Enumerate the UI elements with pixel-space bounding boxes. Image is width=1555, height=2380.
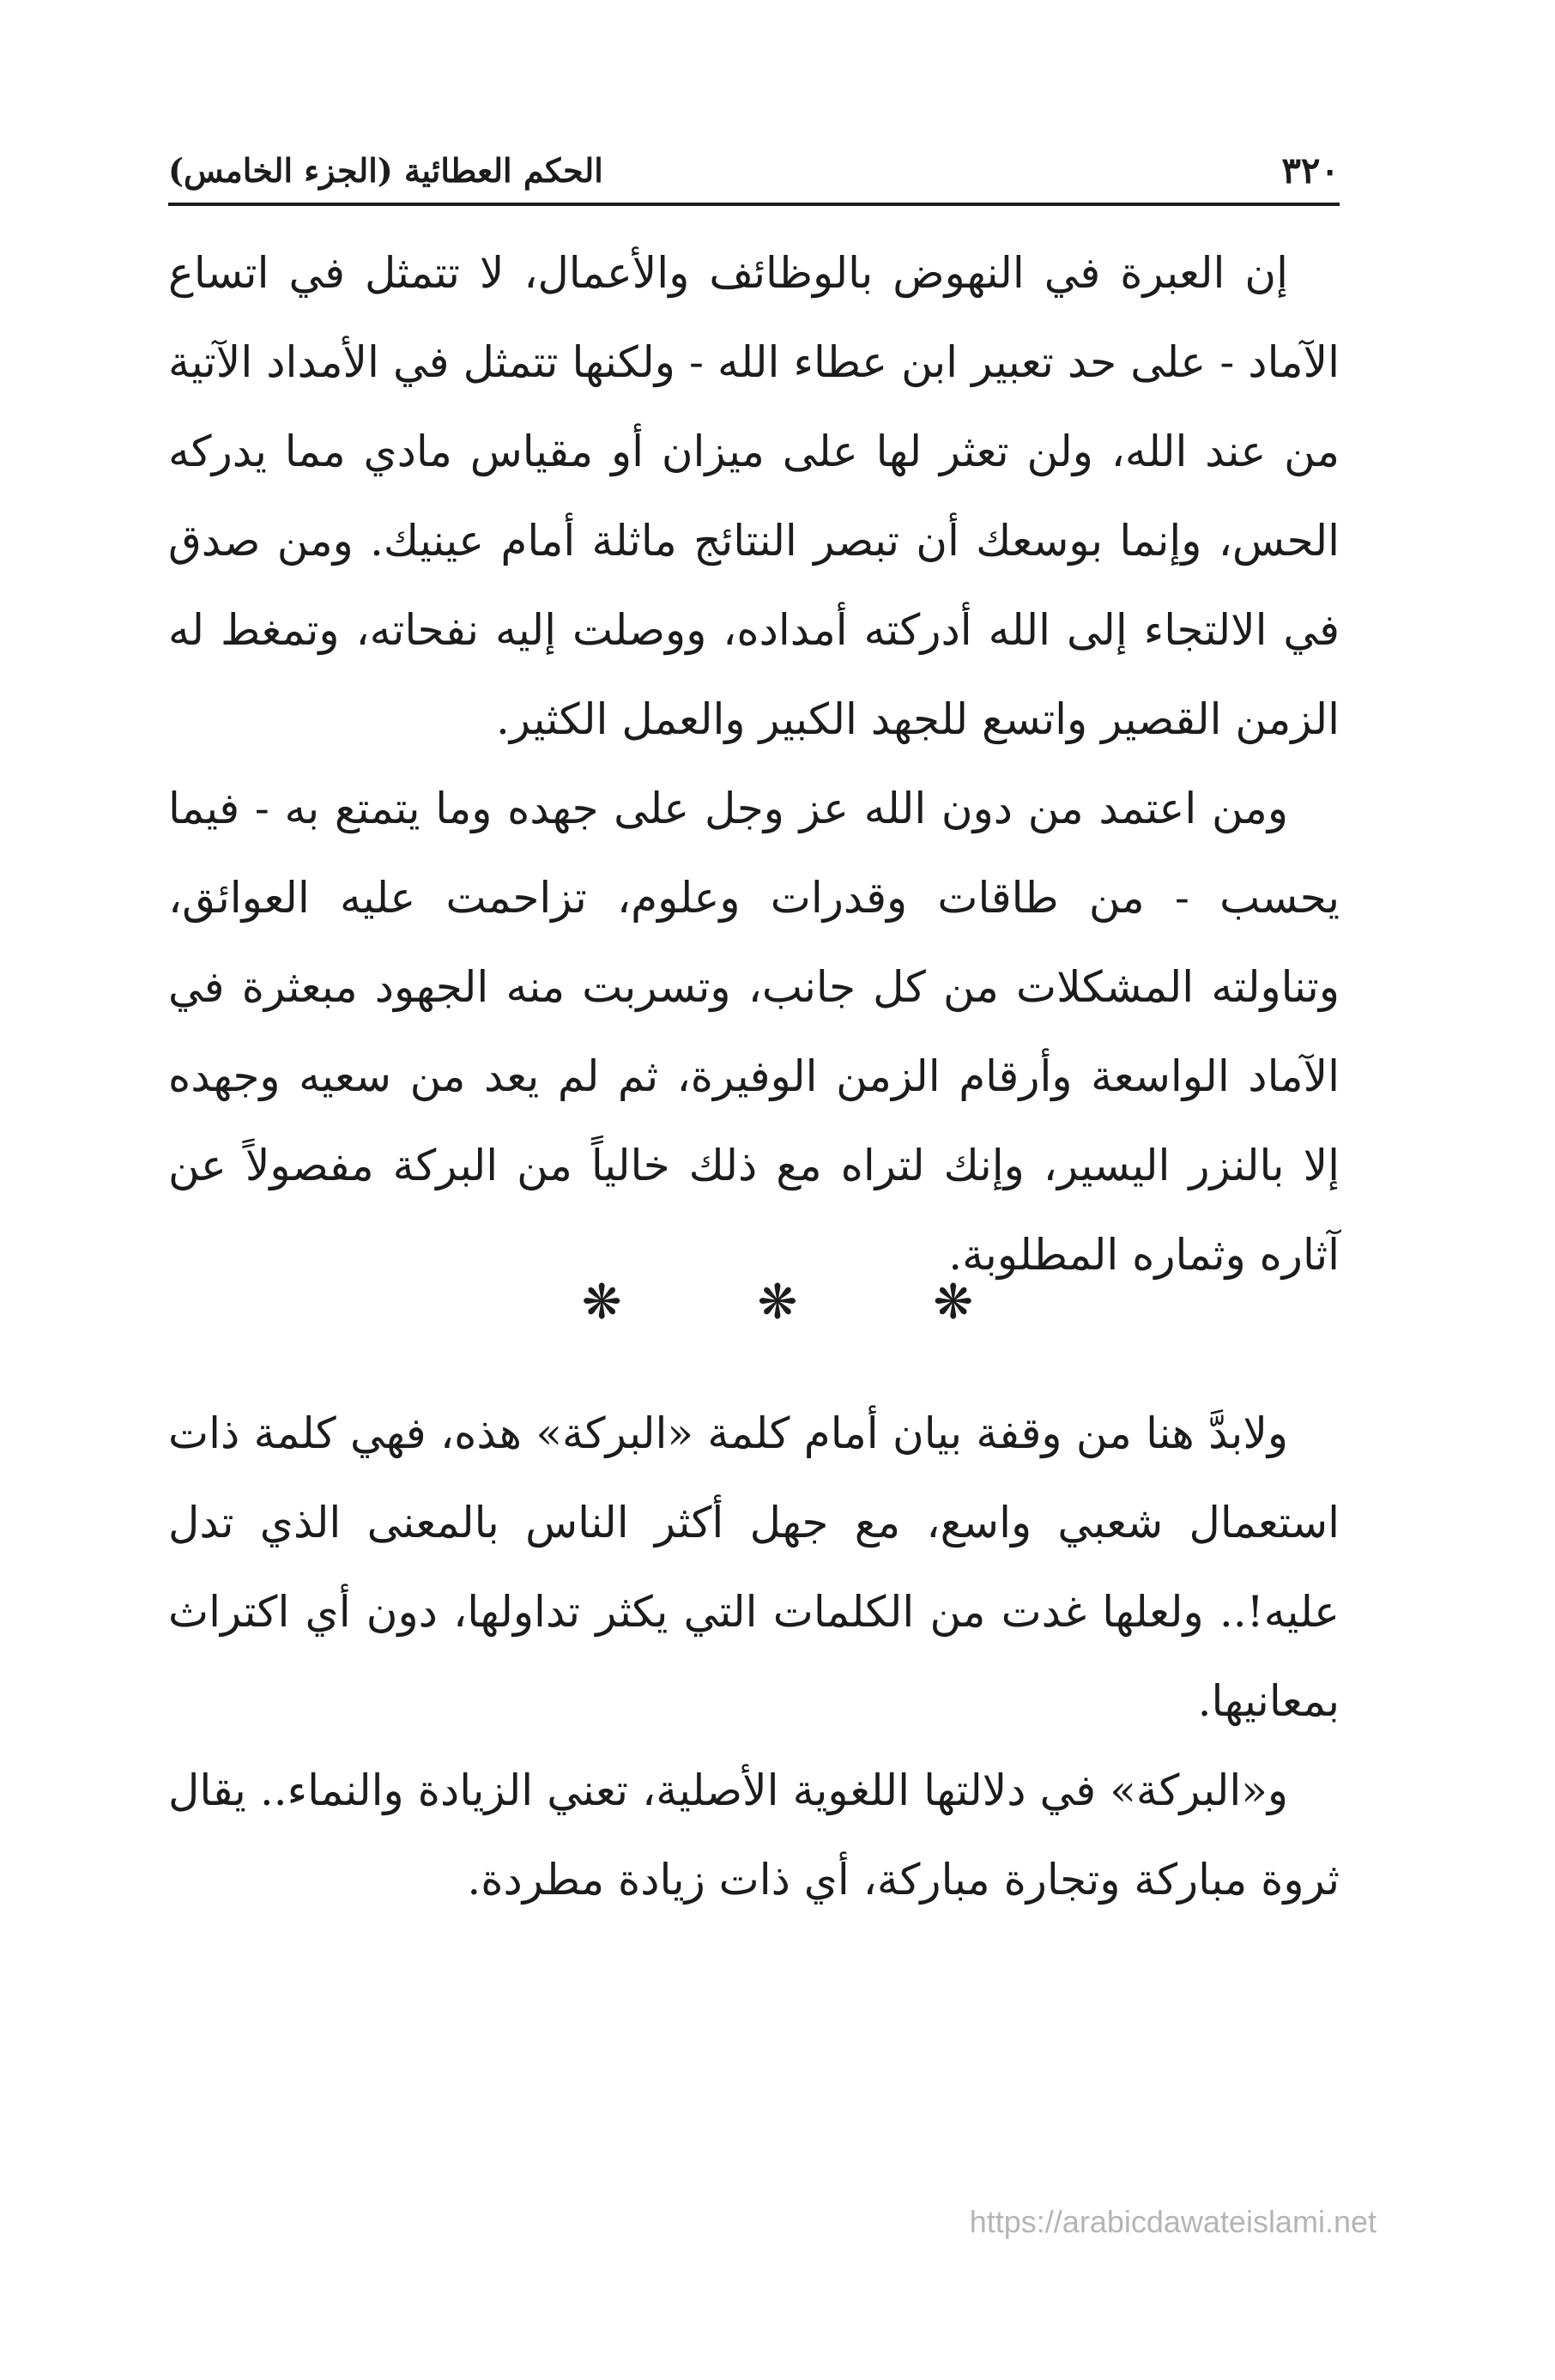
text-block-after-divider (168, 1389, 1340, 1924)
paragraph: إن العبرة في النهوض بالوظائف والأعمال، لا تتمثل في اتساع الآماد - على حد تعبير ابن عطاء الله - ولكنها تتمثل في الأمداد الآتية من عند الله، ولن تعثر لها على ميزان أو مقياس مادي مما يدركه الحس، وإنما بوسعك أن تبصر النتائج ماثلة أمام عينيك. ومن صدق في الالتجاء إلى الله أدركته أمداده، ووصلت إليه نفحاته، وتمغط له الزمن القصير واتسع للجهد الكبير والعمل الكثير. (168, 248, 1340, 744)
section-divider (0, 1269, 1555, 1337)
page-header (168, 144, 1340, 197)
asterism-symbol: ❋ (757, 1275, 798, 1330)
asterism-symbol: ❋ (933, 1275, 974, 1330)
watermark-url: https://arabicdawateislami.net (969, 2204, 1377, 2239)
running-title: الحكم العطائية (الجزء الخامس) (168, 151, 603, 190)
paragraph: و«البركة» في دلالتها اللغوية الأصلية، تعني الزيادة والنماء.. يقال ثروة مباركة وتجارة مباركة، أي ذات زيادة مطردة. (168, 1765, 1340, 1905)
header-rule (168, 203, 1340, 206)
paragraph: ومن اعتمد من دون الله عز وجل على جهده وما يتمتع به - فيما يحسب - من طاقات وقدرات وعلوم، تزاحمت عليه العوائق، وتناولته المشكلات من كل جانب، وتسربت منه الجهود مبعثرة في الآماد الواسعة وأرقام الزمن الوفيرة، ثم لم يعد من سعيه وجهده إلا بالنزر اليسير، وإنك لتراه مع ذلك خالياً من البركة مفصولاً عن آثاره وثماره المطلوبة. (168, 784, 1340, 1280)
asterism-symbol: ❋ (581, 1275, 622, 1330)
text-block-before-divider (168, 228, 1340, 1299)
page-number: ٣٢٠ (1281, 149, 1340, 191)
paragraph: ولابدَّ هنا من وقفة بيان أمام كلمة «البركة» هذه، فهي كلمة ذات استعمال شعبي واسع، مع جهل أكثر الناس بالمعنى الذي تدل عليه!.. ولعلها غدت من الكلمات التي يكثر تداولها، دون أي اكتراث بمعانيها. (168, 1408, 1340, 1726)
